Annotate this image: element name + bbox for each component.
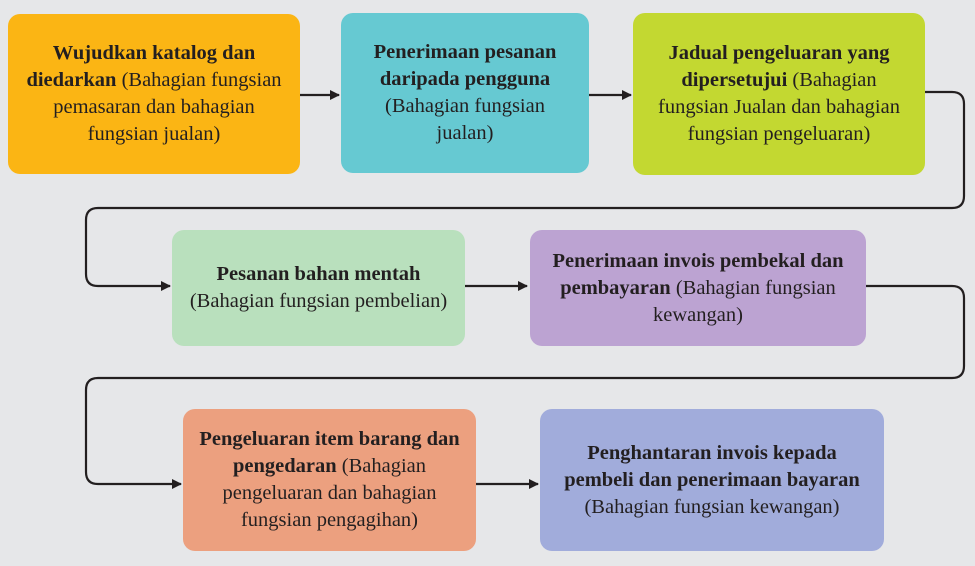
step-title: Penerimaan invois pembekal dan pembayaran xyxy=(552,249,844,299)
step-box-production-schedule xyxy=(633,13,925,175)
step-title: Pesanan bahan mentah xyxy=(216,263,421,285)
step-detail: (Bahagian fungsian kewangan) xyxy=(653,276,836,326)
step-box-production-distribution xyxy=(183,409,476,551)
step-title: Penerimaan pesanan daripada pengguna xyxy=(373,41,557,90)
step-detail: (Bahagian fungsian pembelian) xyxy=(189,290,448,312)
step-title: Penghantaran invois kepada pembeli dan penerimaan bayaran xyxy=(564,441,860,491)
step-box-supplier-invoice xyxy=(530,230,866,346)
step-detail: (Bahagian fungsian jualan) xyxy=(385,95,545,144)
step-detail: (Bahagian pengeluaran dan bahagian fungsian pengagihan) xyxy=(222,455,437,531)
step-title: Wujudkan katalog dan diedarkan xyxy=(26,42,256,91)
step-title: Jadual pengeluaran yang dipersetujui xyxy=(668,42,890,91)
step-box-order-receipt xyxy=(341,13,589,173)
step-box-buyer-invoice xyxy=(540,409,884,551)
step-detail: (Bahagian fungsian Jualan dan bahagian fungsian pengeluaran) xyxy=(658,69,900,145)
step-detail: (Bahagian fungsian pemasaran dan bahagian fungsian jualan) xyxy=(53,69,282,145)
step-box-catalog xyxy=(8,14,300,174)
step-detail: (Bahagian fungsian kewangan) xyxy=(584,495,840,518)
step-title: Pengeluaran item barang dan pengedaran xyxy=(199,428,460,477)
step-box-raw-material-order xyxy=(172,230,465,346)
